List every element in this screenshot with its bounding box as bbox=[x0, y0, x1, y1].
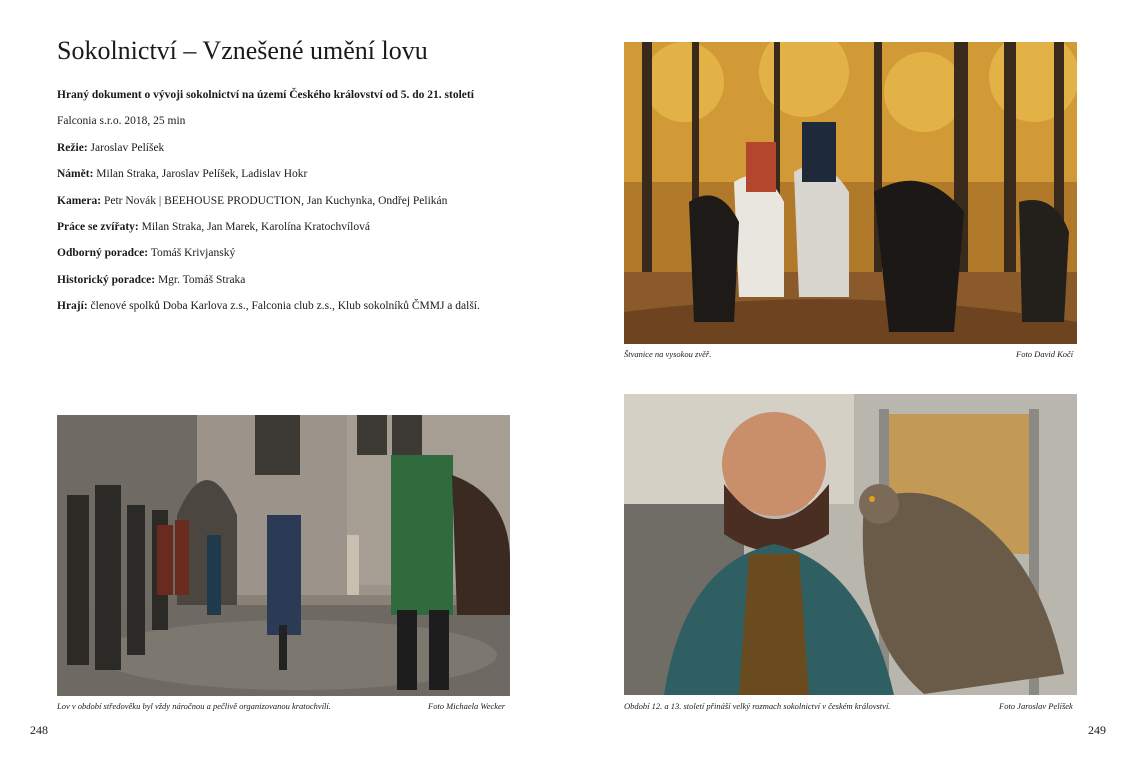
photo-caption: Lov v období středověku byl vždy náročnou a pečlivě organizovanou kratochvílí. bbox=[57, 701, 331, 711]
photo-castle-courtyard bbox=[57, 415, 510, 696]
film-subtitle: Hraný dokument o vývoji sokolnictví na území Českého království od 5. do 21. století bbox=[57, 89, 474, 101]
film-production: Falconia s.r.o. 2018, 25 min bbox=[57, 115, 186, 128]
page-title: Sokolnictví – Vznešené umění lovu bbox=[57, 36, 428, 65]
photo-forest-hunt bbox=[624, 42, 1077, 344]
credit-line bbox=[57, 297, 577, 323]
credit-value: členové spolků Doba Karlova z.s., Falconia club z.s., Klub sokolníků ČMMJ a další. bbox=[90, 300, 480, 313]
credit-value: Milan Straka, Jaroslav Pelíšek, Ladislav Hokr bbox=[96, 168, 308, 181]
credit-label: Hrají: bbox=[57, 300, 88, 313]
page-number-right: 249 bbox=[1088, 723, 1106, 737]
photo-falconer bbox=[624, 394, 1077, 695]
credit-label: Odborný poradce: bbox=[57, 247, 149, 260]
credit-label: Práce se zvířaty: bbox=[57, 220, 139, 233]
credit-value: Tomáš Krivjanský bbox=[150, 247, 236, 260]
credit-line bbox=[57, 139, 577, 165]
credit-line bbox=[57, 244, 577, 270]
photo-caption: Období 12. a 13. století přináší velký rozmach sokolnictví v českém království. bbox=[624, 701, 891, 711]
credit-line bbox=[57, 271, 577, 297]
credit-value: Mgr. Tomáš Straka bbox=[157, 273, 246, 286]
page-number-left: 248 bbox=[30, 723, 48, 737]
credit-value: Jaroslav Pelíšek bbox=[90, 141, 165, 154]
credit-line bbox=[57, 192, 577, 218]
credit-line bbox=[57, 218, 577, 244]
photo-caption: Štvanice na vysokou zvěř. bbox=[624, 349, 712, 359]
credit-line bbox=[57, 165, 577, 191]
credit-label: Historický poradce: bbox=[57, 273, 156, 286]
photo-credit: Foto Michaela Wecker bbox=[428, 701, 506, 711]
film-credits bbox=[57, 86, 577, 324]
credit-label: Režie: bbox=[57, 141, 88, 154]
photo-credit: Foto David Kočí bbox=[1016, 349, 1074, 359]
credit-label: Kamera: bbox=[57, 194, 102, 207]
credit-value: Petr Novák | BEEHOUSE PRODUCTION, Jan Kuchynka, Ondřej Pelikán bbox=[103, 194, 448, 207]
photo-credit: Foto Jaroslav Pelíšek bbox=[999, 701, 1073, 711]
credit-label: Námět: bbox=[57, 168, 94, 181]
credit-value: Milan Straka, Jan Marek, Karolína Kratochvílová bbox=[141, 220, 370, 233]
